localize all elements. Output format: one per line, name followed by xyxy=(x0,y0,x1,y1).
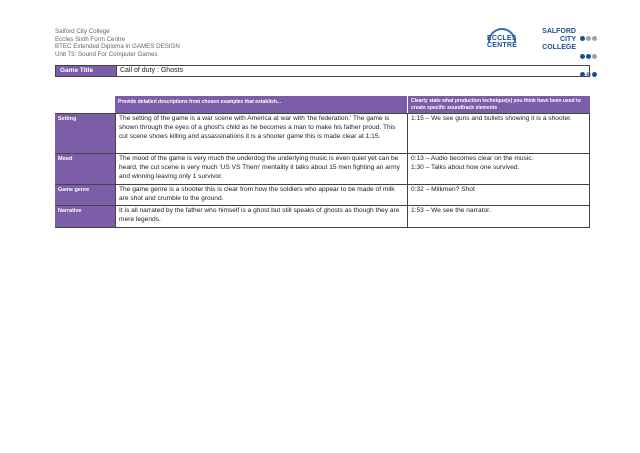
eccles-logo-text-1: ECCLES xyxy=(487,35,517,42)
row-label-game-genre: Game genre xyxy=(55,185,115,205)
header-line-college: Salford City College xyxy=(55,28,110,35)
row-description-setting: The setting of the game is a war scene with America at war with 'the federation.' The game is shown through the eyes of a ghost's child as he becomes a man to make his father proud. This cut scene shows killing and assassinations it is a shooter game this is made clear at 1:15. xyxy=(115,114,408,153)
game-title-row xyxy=(55,65,590,77)
technique-column-header: Clearly state what production technique(s) you think have been used to create specific soundtrack elements xyxy=(408,96,590,113)
technique-item: 1:30 – Talks about how one survived. xyxy=(411,164,520,171)
technique-item: 1:53 – We see the narrator. xyxy=(411,207,491,214)
table-row-setting xyxy=(55,113,590,154)
row-technique-mood xyxy=(408,154,590,184)
row-description-mood: The mood of the game is very much the underdog the underlying music is even quiet yet can be heard, the cut scene is very much 'US VS Them' mentality it talks about 15 men fighting an army and winning leaving only 1 survivor. xyxy=(115,154,408,184)
salford-logo-text-2: CITY xyxy=(560,36,576,43)
salford-city-college-logo xyxy=(532,26,602,56)
header-line-unit: Unit 73: Sound For Computer Games xyxy=(55,50,158,58)
salford-logo-text-3: COLLEGE xyxy=(542,44,576,51)
row-description-narrative: It is all narrated by the father who himself is a ghost but still speaks of ghosts as though they are mere legends. xyxy=(115,206,408,227)
row-technique-setting xyxy=(408,114,590,153)
row-technique-narrative xyxy=(408,206,590,227)
salford-logo-text-1: SALFORD xyxy=(542,28,576,35)
table-row-mood xyxy=(55,154,590,185)
row-technique-game-genre xyxy=(408,185,590,205)
description-column-header: Provide detailed descriptions from chosen examples that establish... xyxy=(115,96,408,113)
technique-item: 1:15 – We see guns and bullets showing it is a shooter. xyxy=(411,115,572,122)
row-label-mood: Mood xyxy=(55,154,115,184)
row-label-narrative: Narrative xyxy=(55,206,115,227)
game-title-label: Game Title xyxy=(56,66,116,76)
table-row-game-genre xyxy=(55,185,590,206)
header-line-centre: Eccles Sixth Form Centre xyxy=(55,35,126,43)
row-description-game-genre: The game genre is a shooter this is clear from how the soldiers who appear to be made of milk are shot and crumble to the ground. xyxy=(115,185,408,205)
table-header-row xyxy=(115,96,590,113)
technique-item: 0:32 – Milkmen? Shot xyxy=(411,186,475,193)
eccles-centre-logo xyxy=(482,28,522,52)
row-label-setting: Setting xyxy=(55,114,115,153)
logos xyxy=(482,26,602,58)
technique-item: 0:13 – Audio becomes clear on the music. xyxy=(411,155,534,162)
header-line-course: BTEC Extended Diploma in GAMES DESIGN xyxy=(55,43,180,51)
table-row-narrative xyxy=(55,206,590,228)
game-title-value: Call of duty : Ghosts xyxy=(116,66,589,76)
eccles-logo-text-2: CENTRE xyxy=(487,42,517,49)
document-header xyxy=(55,28,180,58)
